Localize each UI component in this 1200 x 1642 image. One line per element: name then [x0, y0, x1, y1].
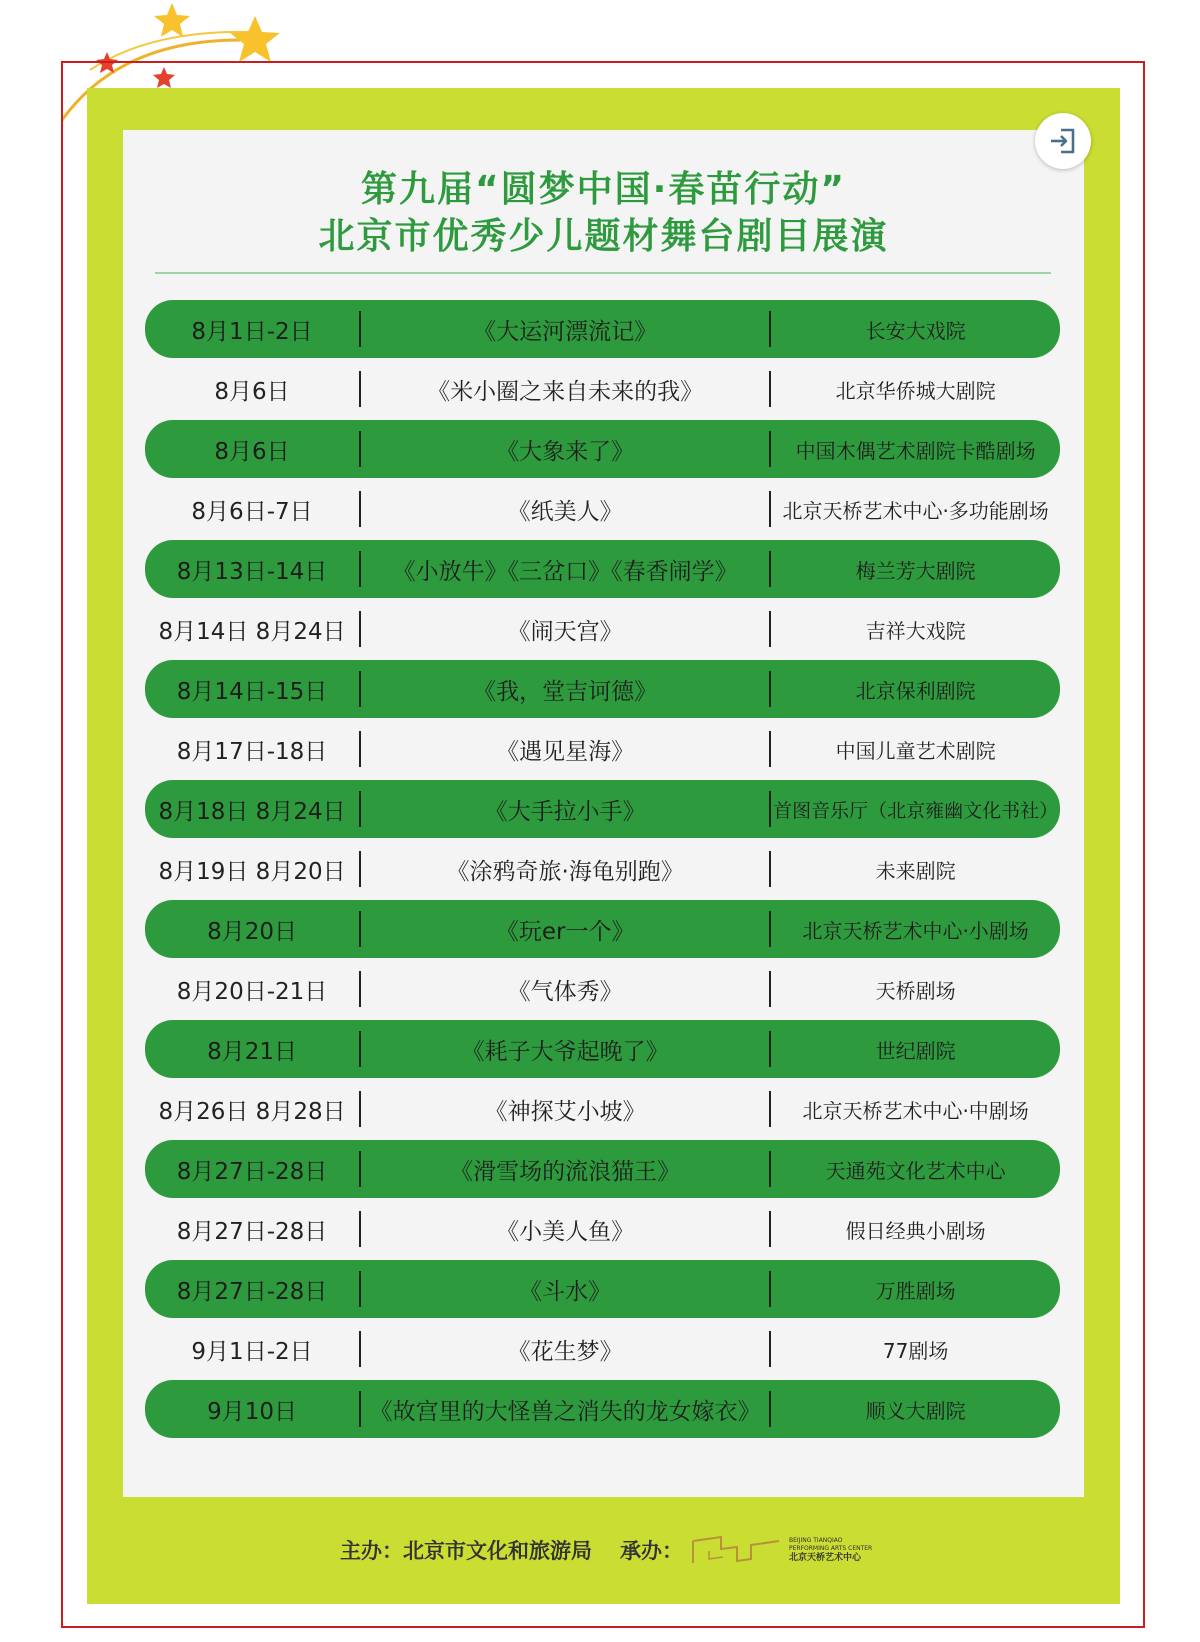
row-date: 8月1日-2日 [191, 318, 313, 345]
schedule-row [145, 1260, 1060, 1318]
row-date: 9月10日 [207, 1398, 297, 1425]
row-title: 《气体秀》 [507, 978, 623, 1005]
row-venue: 世纪剧院 [875, 1038, 956, 1063]
schedule-row [145, 420, 1060, 478]
row-venue: 北京天桥艺术中心·中剧场 [802, 1098, 1029, 1123]
schedule-row [145, 1320, 1060, 1378]
schedule-row [145, 1200, 1060, 1258]
organizer-text: 主办：北京市文化和旅游局 [340, 1539, 592, 1563]
row-title: 《涂鸦奇旅·海龟别跑》 [446, 858, 684, 885]
row-title: 《我，堂吉诃德》 [473, 678, 658, 705]
row-date: 8月6日 [214, 378, 290, 405]
row-date: 8月27日-28日 [176, 1158, 328, 1185]
row-title: 《玩er一个》 [495, 918, 635, 945]
row-date: 8月14日-15日 [176, 678, 328, 705]
schedule-row [145, 900, 1060, 958]
row-venue: 首图音乐厅（北京雍幽文化书社） [773, 799, 1059, 822]
title-line-1: 第九届“圆梦中国·春苗行动” [361, 169, 846, 210]
row-date: 8月6日-7日 [191, 498, 313, 525]
row-venue: 中国木偶艺术剧院卡酷剧场 [795, 438, 1036, 463]
row-date: 8月19日 8月20日 [158, 858, 346, 885]
logo-en-line-2: PERFORMING ARTS CENTER [789, 1544, 873, 1552]
row-title: 《滑雪场的流浪猫王》 [450, 1158, 681, 1185]
row-venue: 77剧场 [882, 1338, 949, 1363]
row-title: 《米小圈之来自未来的我》 [427, 378, 704, 405]
row-date: 8月17日-18日 [176, 738, 328, 765]
title-divider [155, 272, 1051, 274]
row-title: 《神探艾小坡》 [484, 1098, 646, 1125]
row-date: 8月26日 8月28日 [158, 1098, 346, 1125]
schedule-row [145, 300, 1060, 358]
row-title: 《花生梦》 [507, 1338, 623, 1365]
row-venue: 未来剧院 [875, 858, 956, 883]
row-date: 8月27日-28日 [176, 1278, 328, 1305]
row-date: 8月18日 8月24日 [158, 798, 346, 825]
tianqiao-logo-icon [691, 1535, 783, 1565]
row-title: 《故宫里的大怪兽之消失的龙女嫁衣》 [369, 1398, 761, 1425]
row-venue: 中国儿童艺术剧院 [835, 738, 996, 763]
row-date: 9月1日-2日 [191, 1338, 313, 1365]
footer [340, 1530, 872, 1570]
row-title: 《大运河漂流记》 [473, 318, 658, 345]
schedule-row [145, 480, 1060, 538]
schedule-row [145, 600, 1060, 658]
row-venue: 长安大戏院 [865, 318, 966, 343]
row-venue: 北京天桥艺术中心·小剧场 [802, 918, 1029, 943]
row-date: 8月6日 [214, 438, 290, 465]
row-title: 《小放牛》《三岔口》《春香闹学》 [392, 558, 738, 585]
logo-en-line-1: BEIJING TIANQIAO [789, 1536, 843, 1544]
row-title: 《小美人鱼》 [496, 1218, 635, 1245]
row-venue: 吉祥大戏院 [865, 618, 966, 643]
exit-button[interactable] [1035, 113, 1091, 169]
row-venue: 北京保利剧院 [855, 678, 976, 703]
row-title: 《大象来了》 [496, 438, 635, 465]
row-title: 《耗子大爷起晚了》 [461, 1038, 669, 1065]
row-date: 8月27日-28日 [176, 1218, 328, 1245]
schedule-row [145, 1380, 1060, 1438]
row-date: 8月20日 [207, 918, 297, 945]
row-title: 《纸美人》 [507, 498, 623, 525]
row-title: 《斗水》 [519, 1278, 612, 1305]
row-date: 8月13日-14日 [176, 558, 328, 585]
row-title: 《遇见星海》 [496, 738, 635, 765]
row-venue: 天通苑文化艺术中心 [825, 1158, 1006, 1183]
exit-icon [1047, 125, 1079, 157]
row-date: 8月21日 [207, 1038, 297, 1065]
row-date: 8月20日-21日 [176, 978, 328, 1005]
row-venue: 假日经典小剧场 [845, 1218, 986, 1243]
schedule-row [145, 1080, 1060, 1138]
tianqiao-logo [691, 1535, 872, 1565]
schedule-row [145, 1140, 1060, 1198]
logo-cn: 北京天桥艺术中心 [789, 1552, 862, 1563]
schedule-row [145, 720, 1060, 778]
schedule-row [145, 660, 1060, 718]
undertaker-label: 承办： [620, 1539, 683, 1563]
schedule-row [145, 780, 1060, 838]
schedule-row [145, 840, 1060, 898]
row-venue: 北京天桥艺术中心·多功能剧场 [782, 498, 1049, 523]
title-line-2: 北京市优秀少儿题材舞台剧目展演 [318, 216, 889, 257]
row-venue: 天桥剧场 [875, 978, 956, 1003]
row-venue: 梅兰芳大剧院 [855, 558, 976, 583]
schedule-table [145, 300, 1060, 1440]
schedule-row [145, 360, 1060, 418]
row-title: 《闹天宫》 [507, 618, 623, 645]
row-venue: 万胜剧场 [875, 1278, 956, 1303]
row-venue: 北京华侨城大剧院 [835, 378, 996, 403]
schedule-row [145, 540, 1060, 598]
page-title [123, 166, 1084, 260]
row-venue: 顺义大剧院 [865, 1398, 966, 1423]
star-icon [154, 3, 190, 37]
schedule-row [145, 960, 1060, 1018]
schedule-row [145, 1020, 1060, 1078]
row-date: 8月14日 8月24日 [158, 618, 346, 645]
row-title: 《大手拉小手》 [484, 798, 646, 825]
